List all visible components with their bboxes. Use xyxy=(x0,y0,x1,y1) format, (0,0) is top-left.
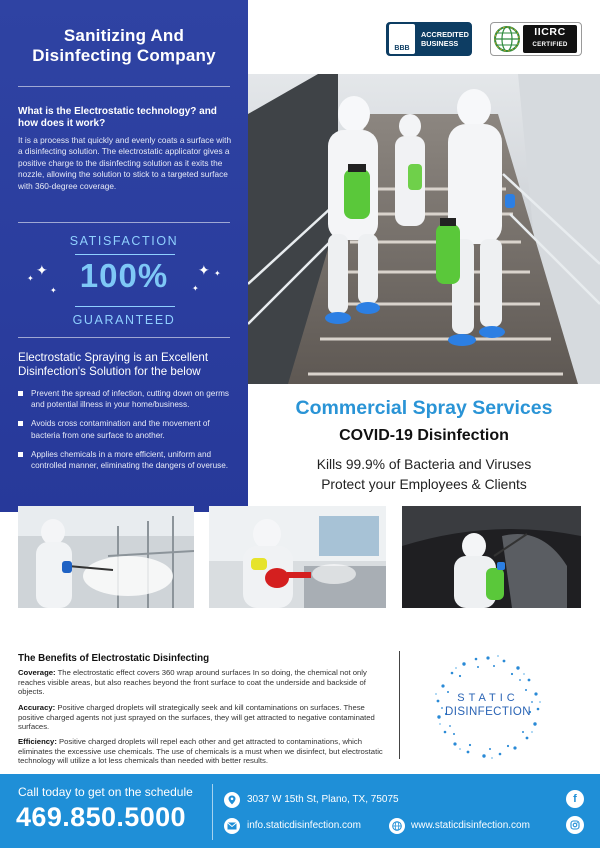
electrostatic-question: What is the Electrostatic technology? and how does it work? xyxy=(18,106,217,129)
logo-static-text: STATIC xyxy=(457,692,519,704)
benefits-title: The Benefits of Electrostatic Disinfecting xyxy=(18,653,210,664)
left-info-panel xyxy=(0,0,248,512)
services-headline: Commercial Spray Services xyxy=(295,397,553,419)
satisfaction-value: 100% xyxy=(79,257,169,294)
divider xyxy=(18,86,230,87)
covid-subheadline: COVID-19 Disinfection xyxy=(339,427,509,444)
company-title: Sanitizing And Disinfecting Company xyxy=(32,26,216,65)
logo-disinfection-text: DISINFECTION xyxy=(445,706,531,718)
hero-photo-disinfection-team xyxy=(248,74,600,384)
divider xyxy=(75,254,175,255)
photo-vehicle-spraying xyxy=(402,506,581,608)
spraying-benefits-list xyxy=(18,388,232,479)
benefit-coverage: Coverage: The electrostatic effect covers 360 wrap around surfaces In so doing, the chemical not only reaches visible areas, but also reaches beyond the front surface to coat the underside and backside of objects. xyxy=(18,668,367,697)
call-to-action: Call today to get on the schedule xyxy=(18,785,193,799)
guaranteed-label: GUARANTEED xyxy=(72,313,176,327)
divider xyxy=(18,222,230,223)
list-item: Avoids cross contamination and the movement of bacteria from one surface to another. xyxy=(18,418,232,440)
footer-contact-bar xyxy=(0,774,600,848)
address: 3037 W 15th St, Plano, TX, 75075 xyxy=(247,794,399,805)
photo-industrial-spraying xyxy=(18,506,194,608)
protect-tagline: Protect your Employees & Clients xyxy=(321,477,527,492)
static-disinfection-logo xyxy=(428,652,548,762)
facebook-icon[interactable]: f xyxy=(566,790,584,808)
benefit-efficiency: Efficiency: Positive charged droplets will repel each other and get attracted to contaminations, which eliminates the excessive use chemicals. The use of chemicals is a must when we disinfect, but electrostatic technology will utilize a lot less chemicals than needed with better results. xyxy=(18,737,383,766)
spraying-benefits-title: Electrostatic Spraying is an Excellent Disinfection's Solution for the below xyxy=(18,351,209,378)
location-pin-icon xyxy=(224,792,240,808)
divider xyxy=(75,306,175,307)
photo-office-spraying xyxy=(209,506,386,608)
sparkle-icon: ✦ xyxy=(192,284,199,293)
kills-tagline: Kills 99.9% of Bacteria and Viruses xyxy=(316,457,532,472)
list-item: Applies chemicals in a more efficient, uniform and controlled manner, eliminating the dangers of overuse. xyxy=(18,449,232,471)
globe-icon xyxy=(493,25,521,53)
sparkle-icon: ✦ xyxy=(214,269,221,278)
sparkle-icon: ✦ xyxy=(50,286,57,295)
iicrc-certified-badge: IICRC CERTIFIED xyxy=(490,22,582,56)
divider xyxy=(212,784,213,840)
website-link[interactable]: www.staticdisinfection.com xyxy=(411,820,530,831)
globe-icon xyxy=(389,818,405,834)
divider xyxy=(18,337,230,338)
instagram-icon[interactable] xyxy=(566,816,584,834)
sparkle-icon: ✦ xyxy=(198,262,210,278)
email-link[interactable]: info.staticdisinfection.com xyxy=(247,820,361,831)
bbb-logo-icon: BBB xyxy=(389,24,415,54)
sparkle-icon: ✦ xyxy=(27,274,34,283)
list-item: Prevent the spread of infection, cutting down on germs and potential illness in your home/business. xyxy=(18,388,232,410)
benefit-accuracy: Accuracy: Positive charged droplets will strategically seek and kill contaminations on surfaces. These positive charged agents not just sprayed on the surfaces, they will get attracted to negative contaminated surfaces. xyxy=(18,703,375,732)
divider xyxy=(399,651,400,759)
sparkle-icon: ✦ xyxy=(36,262,48,278)
satisfaction-label: SATISFACTION xyxy=(69,234,179,248)
electrostatic-answer: It is a process that quickly and evenly coats a surface with a disinfecting solution. The electrostatic applicator gives a positive charge to the disinfecting solution as it exits the nozzle, allowing the solution to stick to a targeted surface with 360-degree coverage. xyxy=(18,135,232,191)
bbb-accredited-badge: BBB ACCREDITED BUSINESS xyxy=(386,22,472,56)
phone-number[interactable]: 469.850.5000 xyxy=(16,802,186,832)
mail-icon xyxy=(224,818,240,834)
